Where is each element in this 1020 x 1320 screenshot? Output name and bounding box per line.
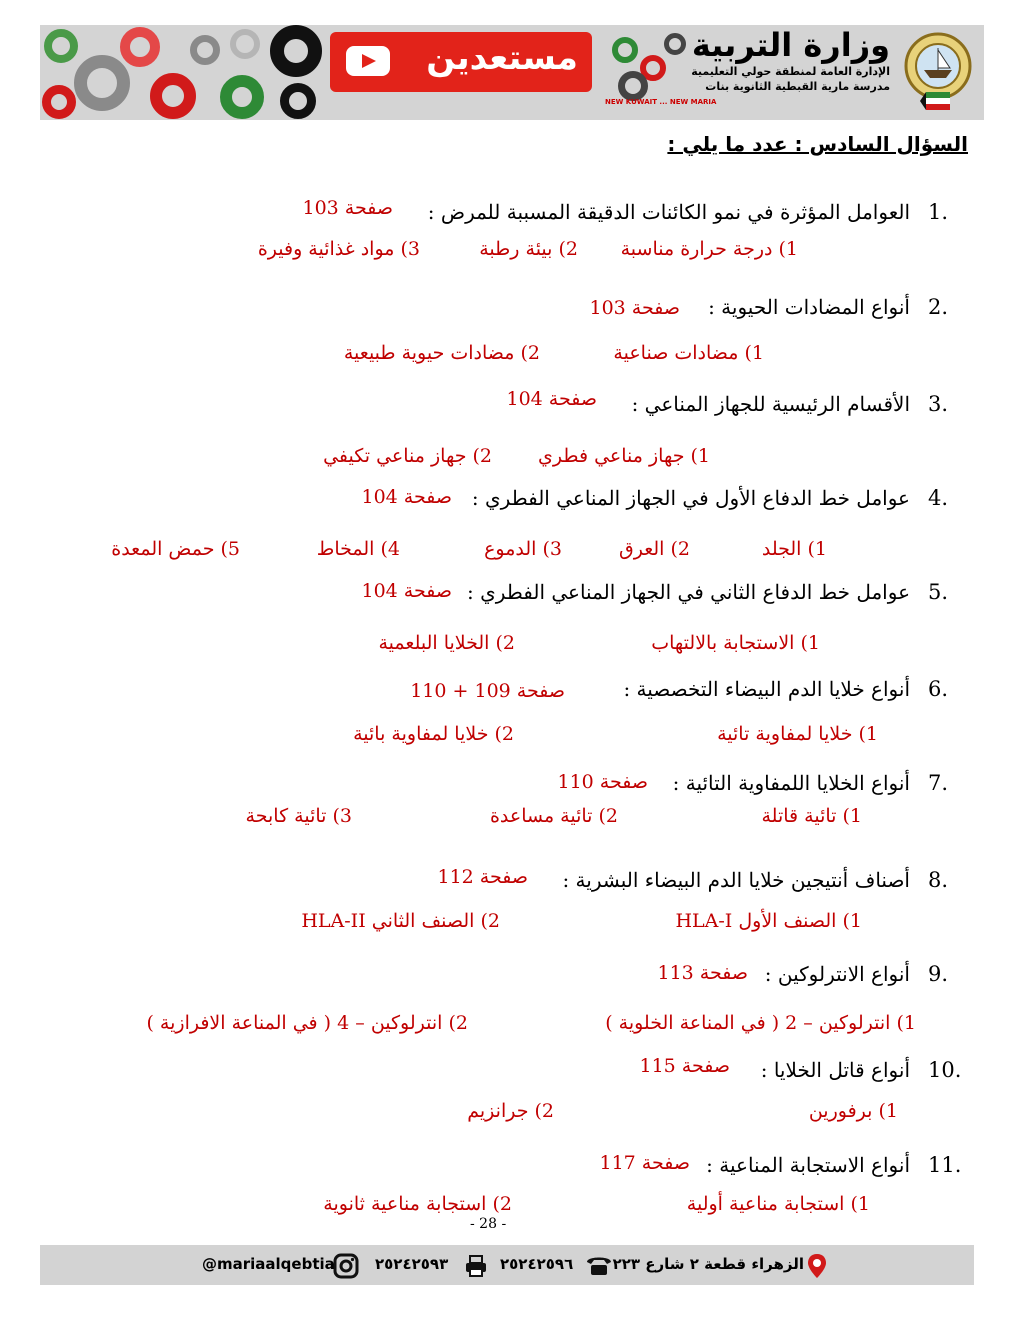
gear-icon — [618, 71, 648, 101]
fax-number[interactable]: ٢٥٢٤٢٥٩٣ — [375, 1255, 449, 1273]
instagram-icon — [333, 1253, 359, 1279]
answer: 1) درجة حرارة مناسبة — [620, 238, 798, 260]
item-text: أصناف أنتيجين خلايا الدم البيضاء البشرية : — [562, 868, 910, 892]
item-number: 5. — [928, 580, 949, 604]
question-title: السؤال السادس : عدد ما يلي : — [667, 132, 968, 156]
new-kuwait-label: NEW KUWAIT ... NEW MARIA — [605, 98, 717, 106]
answer: 1) خلايا لمفاوية تائية — [717, 723, 878, 745]
item-text: العوامل المؤثرة في نمو الكائنات الدقيقة المسببة للمرض : — [427, 200, 910, 224]
gear-icon — [120, 27, 160, 67]
ministry-line-1: الإدارة العامة لمنطقة حولي التعليمية — [691, 65, 890, 78]
item-text: أنواع الاستجابة المناعية : — [706, 1153, 910, 1177]
answer: 2) خلايا لمفاوية بائية — [353, 723, 514, 745]
play-icon — [346, 46, 390, 76]
item-number: 2. — [928, 295, 949, 319]
answer: 2) انترلوكين – 4 ( في المناعة الافرازية ) — [146, 1012, 468, 1034]
gear-icon — [150, 73, 196, 119]
page-ref: صفحة 112 — [437, 866, 528, 888]
page-ref: صفحة 104 — [506, 388, 597, 410]
page-ref: صفحة 103 — [302, 197, 393, 219]
item-number: 6. — [928, 677, 949, 701]
item-number: 7. — [928, 771, 949, 795]
answer: 2) تائية مساعدة — [489, 805, 618, 827]
answer: 1) الجلد — [761, 538, 827, 560]
answer: 2) الصنف الثاني HLA-II — [301, 910, 500, 932]
gear-icon — [42, 85, 76, 119]
youtube-channel-button[interactable] — [330, 32, 592, 92]
answer: 2) بيئة رطبة — [479, 238, 578, 260]
ministry-name: وزارة التربية — [691, 26, 890, 64]
instagram-handle[interactable]: @mariaalqebtia — [202, 1255, 335, 1273]
page-ref: صفحة 109 + 110 — [410, 680, 565, 702]
channel-label: مستعدين — [426, 38, 578, 78]
answer: 1) جهاز مناعي فطري — [538, 445, 710, 467]
answer: 1) مضادات صناعية — [613, 342, 764, 364]
footer-bar — [40, 1245, 974, 1285]
item-text: أنواع الانترلوكين : — [764, 962, 910, 986]
answer: 1) تائية قاتلة — [761, 805, 862, 827]
answer: 2) جرانزيم — [467, 1100, 554, 1122]
item-number: 8. — [928, 868, 949, 892]
page-ref: صفحة 117 — [599, 1152, 690, 1174]
page-ref: صفحة 104 — [361, 486, 452, 508]
answer: 1) برفورين — [808, 1100, 898, 1122]
ministry-line-2: مدرسة مارية القبطية الثانوية بنات — [705, 80, 890, 93]
answer: 3) الدموع — [484, 538, 562, 560]
answer: 4) المخاط — [316, 538, 400, 560]
page-ref: صفحة 103 — [589, 297, 680, 319]
answer: 2) العرق — [618, 538, 690, 560]
answer: 2) استجابة مناعية ثانوية — [323, 1193, 512, 1215]
fax-icon — [465, 1255, 487, 1277]
answer: 2) مضادات حيوية طبيعية — [343, 342, 540, 364]
item-text: أنواع قاتل الخلايا : — [760, 1058, 910, 1082]
page-ref: صفحة 113 — [657, 962, 748, 984]
gear-icon — [270, 25, 322, 77]
gear-icon — [664, 33, 686, 55]
item-number: 10. — [928, 1058, 962, 1082]
answer: 1) انترلوكين – 2 ( في المناعة الخلوية ) — [605, 1012, 916, 1034]
item-number: 4. — [928, 486, 949, 510]
ministry-block — [691, 26, 890, 94]
page-ref: صفحة 110 — [557, 771, 648, 793]
item-text: عوامل خط الدفاع الأول في الجهاز المناعي الفطري : — [471, 486, 910, 510]
answer: 1) الصنف الأول HLA-I — [675, 910, 862, 932]
telephone-icon — [585, 1254, 613, 1276]
gear-icon — [612, 37, 638, 63]
gear-icon — [220, 75, 264, 119]
item-text: أنواع المضادات الحيوية : — [708, 295, 910, 319]
address: الزهراء قطعة ٢ شارع ٢٢٣ — [612, 1255, 804, 1273]
gear-icon — [190, 35, 220, 65]
page-number: - 28 - — [470, 1216, 507, 1232]
item-number: 3. — [928, 392, 949, 416]
answer: 3) مواد غذائية وفيرة — [257, 238, 420, 260]
item-text: عوامل خط الدفاع الثاني في الجهاز المناعي الفطري : — [467, 580, 910, 604]
item-number: 1. — [928, 200, 949, 224]
gear-icon — [44, 29, 78, 63]
page-ref: صفحة 104 — [361, 580, 452, 602]
item-number: 9. — [928, 962, 949, 986]
item-text: الأقسام الرئيسية للجهاز المناعي : — [631, 392, 910, 416]
location-pin-icon — [807, 1253, 827, 1279]
answer: 1) استجابة مناعية أولية — [686, 1193, 870, 1215]
item-number: 11. — [928, 1153, 962, 1177]
answer: 2) الخلايا البلعمية — [378, 632, 515, 654]
answer: 1) الاستجابة بالالتهاب — [651, 632, 820, 654]
page-ref: صفحة 115 — [639, 1055, 730, 1077]
gear-icon — [230, 29, 260, 59]
item-text: أنواع الخلايا اللمفاوية التائية : — [672, 771, 910, 795]
gear-icon — [280, 83, 316, 119]
phone-number[interactable]: ٢٥٢٤٢٥٩٦ — [500, 1255, 574, 1273]
kuwait-emblem-icon — [900, 30, 976, 114]
answer: 3) تائية كابحة — [245, 805, 352, 827]
gear-icon — [74, 55, 130, 111]
item-text: أنواع خلايا الدم البيضاء التخصصية : — [623, 677, 910, 701]
answer: 2) جهاز مناعي تكيفي — [323, 445, 492, 467]
answer: 5) حمض المعدة — [111, 538, 240, 560]
